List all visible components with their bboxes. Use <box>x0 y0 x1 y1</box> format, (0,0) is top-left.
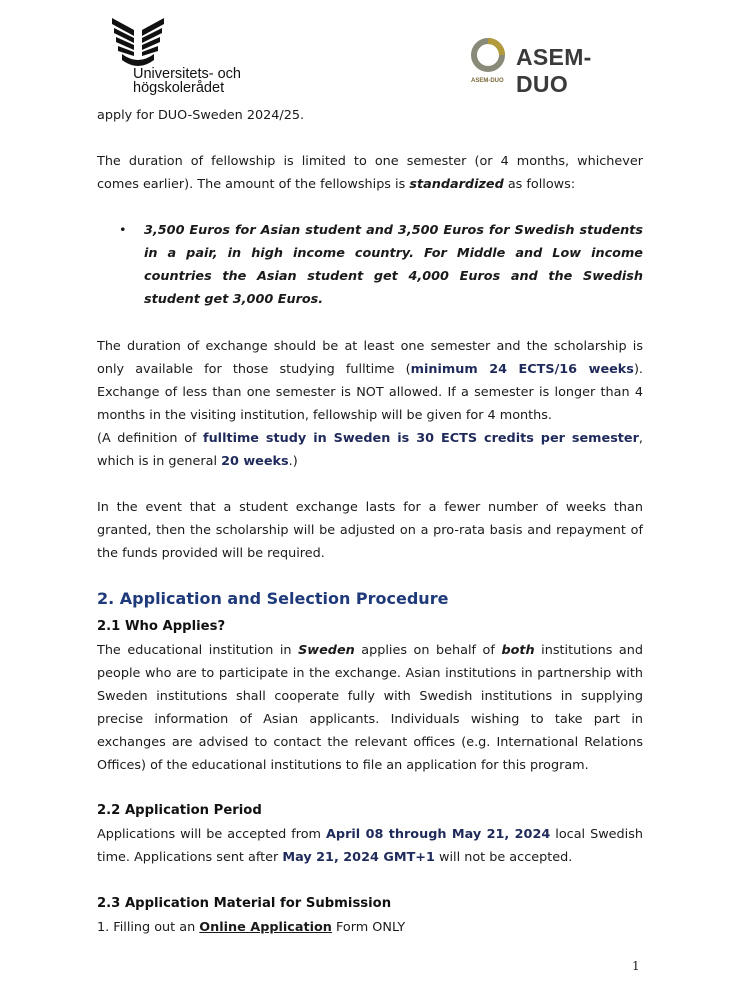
text-line: which is in general 20 weeks.) <box>97 454 298 469</box>
text-line: The duration of fellowship is limited to one semester (or 4 months, whichever <box>97 154 643 169</box>
subsection-heading-who-applies: 2.1 Who Applies? <box>97 619 226 634</box>
text-line: (A definition of fulltime study in Sweden is 30 ECTS credits per semester, <box>97 431 643 446</box>
fellowship-amount-bullet <box>144 219 643 311</box>
asem-ring-icon <box>470 37 506 73</box>
fellowship-duration-paragraph <box>97 150 643 196</box>
text-line: people who are to participate in the exchange. Asian institutions in partnership with <box>97 666 643 681</box>
asem-duo-logo <box>470 37 640 97</box>
text-line: exchanges are advised to contact the relevant offices (e.g. International Relations <box>97 735 643 750</box>
text-line: the funds provided will be required. <box>97 546 325 561</box>
section-heading: 2. Application and Selection Procedure <box>97 589 449 608</box>
asem-duo-wordmark: ASEM-DUO <box>516 44 592 97</box>
page-number: 1 <box>632 959 640 973</box>
text-line: countries the Asian student get 4,000 Euros and the Swedish <box>144 269 643 284</box>
subsection-heading-application-material: 2.3 Application Material for Submission <box>97 896 392 911</box>
bullet-dot: • <box>119 223 127 238</box>
uhr-book-icon <box>108 16 168 68</box>
text-line: time. Applications sent after May 21, 2024 GMT+1 will not be accepted. <box>97 850 573 865</box>
text-line: Exchange of less than one semester is NOT allowed. If a semester is longer than 4 <box>97 385 643 400</box>
text-line: only available for those studying fulltime (minimum 24 ECTS/16 weeks). <box>97 362 643 377</box>
text-line: The educational institution in Sweden applies on behalf of both institutions and <box>97 643 643 658</box>
text-line: precise information of Asian applicants. Individuals wishing to take part in <box>97 712 643 727</box>
uhr-name <box>133 67 241 95</box>
asem-duo-small-label: ASEM-DUO <box>471 78 504 84</box>
text-line: Offices) of the educational institutions to file an application for this program. <box>97 758 589 773</box>
application-period-paragraph <box>97 823 643 869</box>
pro-rata-paragraph <box>97 496 643 565</box>
text-line: Applications will be accepted from April 08 through May 21, 2024 local Swedish <box>97 827 644 842</box>
text-line: Sweden institutions shall cooperate fully with Swedish institutions in supplying <box>97 689 643 704</box>
who-applies-paragraph <box>97 639 643 777</box>
text-line: in a pair, in high income country. For Middle and Low income <box>144 246 643 261</box>
text-line: granted, then the scholarship will be adjusted on a pro-rata basis and repayment of <box>97 523 643 538</box>
online-application-link[interactable]: Online Application <box>199 920 332 935</box>
text-line: comes earlier). The amount of the fellowships is standardized as follows: <box>97 177 576 192</box>
text-line: 3,500 Euros for Asian student and 3,500 Euros for Swedish students <box>144 223 643 238</box>
subsection-heading-application-period: 2.2 Application Period <box>97 803 262 818</box>
exchange-duration-paragraph <box>97 335 643 473</box>
text-line: In the event that a student exchange lasts for a fewer number of weeks than <box>97 500 643 515</box>
text-line: months in the visiting institution, fellowship will be given for 4 months. <box>97 408 552 423</box>
text-line: student get 3,000 Euros. <box>144 292 324 307</box>
text-line: The duration of exchange should be at least one semester and the scholarship is <box>97 339 643 354</box>
intro-line: apply for DUO-Sweden 2024/25. <box>97 108 305 123</box>
application-material-item: 1. Filling out an Online Application Form ONLY <box>97 920 406 935</box>
uhr-name-line2: högskolerådet <box>133 80 225 96</box>
uhr-name-line1: Universitets- och <box>133 66 241 82</box>
